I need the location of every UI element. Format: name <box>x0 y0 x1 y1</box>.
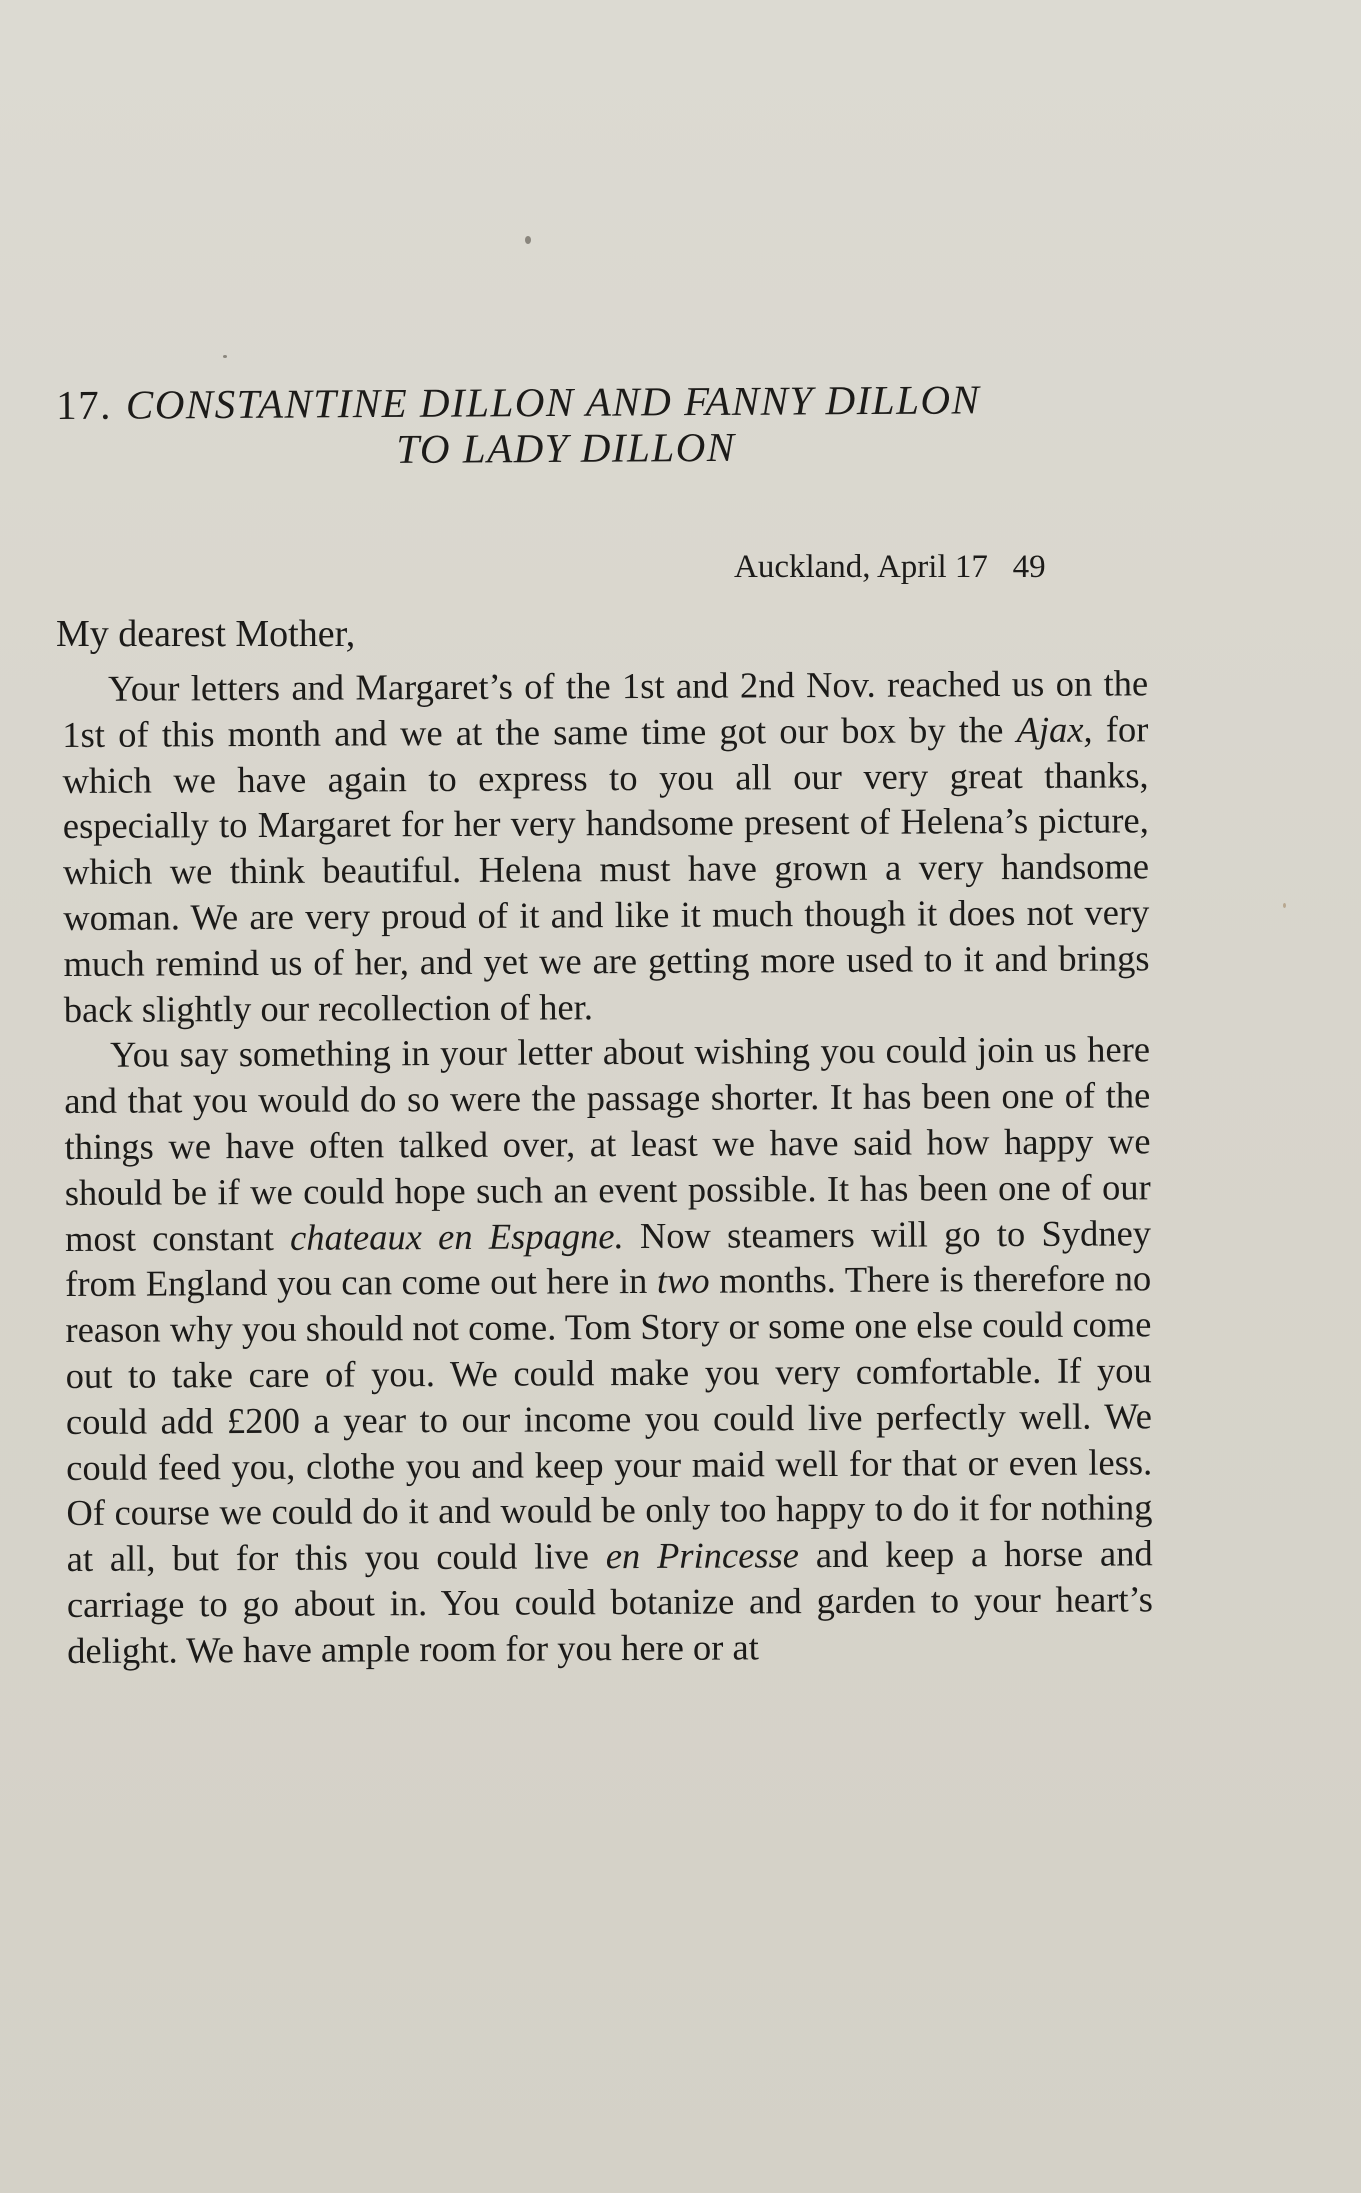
ship-name: Ajax, <box>1016 708 1093 750</box>
dateline <box>734 547 1046 587</box>
italic-phrase: en Princesse <box>605 1534 800 1577</box>
letter-number: 17. <box>56 381 113 428</box>
italic-phrase: chateaux en Espagne. <box>290 1214 624 1258</box>
paper-speck <box>1283 903 1286 908</box>
letter-heading <box>56 375 1147 474</box>
paragraph-1: Your letters and Margaret’s of the 1st and 2nd Nov. reached us on the 1st of this month and we at the same time got our box by the Ajax, for which we have again to express to you all our very great thanks, especially to Margaret for her very handsome present of Helena’s picture, which we think beautiful. Helena must have grown a very handsome woman. We are very proud of it and like it much though it does not very much remind us of her, and yet we are getting more used to it and brings back slightly our recollection of her. <box>62 662 1150 1030</box>
place-date: Auckland, April 17 <box>734 549 988 585</box>
letter-title-line1: CONSTANTINE DILLON AND FANNY DILLON <box>125 376 981 428</box>
letter-body <box>62 660 1153 1673</box>
paper-speck <box>525 236 531 244</box>
year: 49 <box>1012 549 1046 585</box>
paper-speck <box>223 355 227 358</box>
paragraph-2: You say something in your letter about wishing you could join us here and that you would do so were the passage shorter. It has been one of the things we have often talked over, at least we have said how happy we should be if we could hope such an event possible. It has been one of our most constant chateaux en Espagne. Now steamers will go to Sydney from England you can come out here in two months. There is therefore no reason why you should not come. Tom Story or some one else could come out to take care of you. We could make you very comfortable. If you could add £200 a year to our income you could live perfectly well. We could feed you, clothe you and keep your maid well for that or even less. Of course we could do it and would be only too happy to do it for nothing at all, but for this you could live en Princesse and keep a horse and carriage to go about in. You could botanize and garden to your heart’s delight. We have ample room for you here or at <box>64 1028 1154 1671</box>
italic-word: two <box>656 1259 710 1302</box>
letter-title-line2: TO LADY DILLON <box>396 423 736 472</box>
salutation: My dearest Mother, <box>56 613 356 655</box>
